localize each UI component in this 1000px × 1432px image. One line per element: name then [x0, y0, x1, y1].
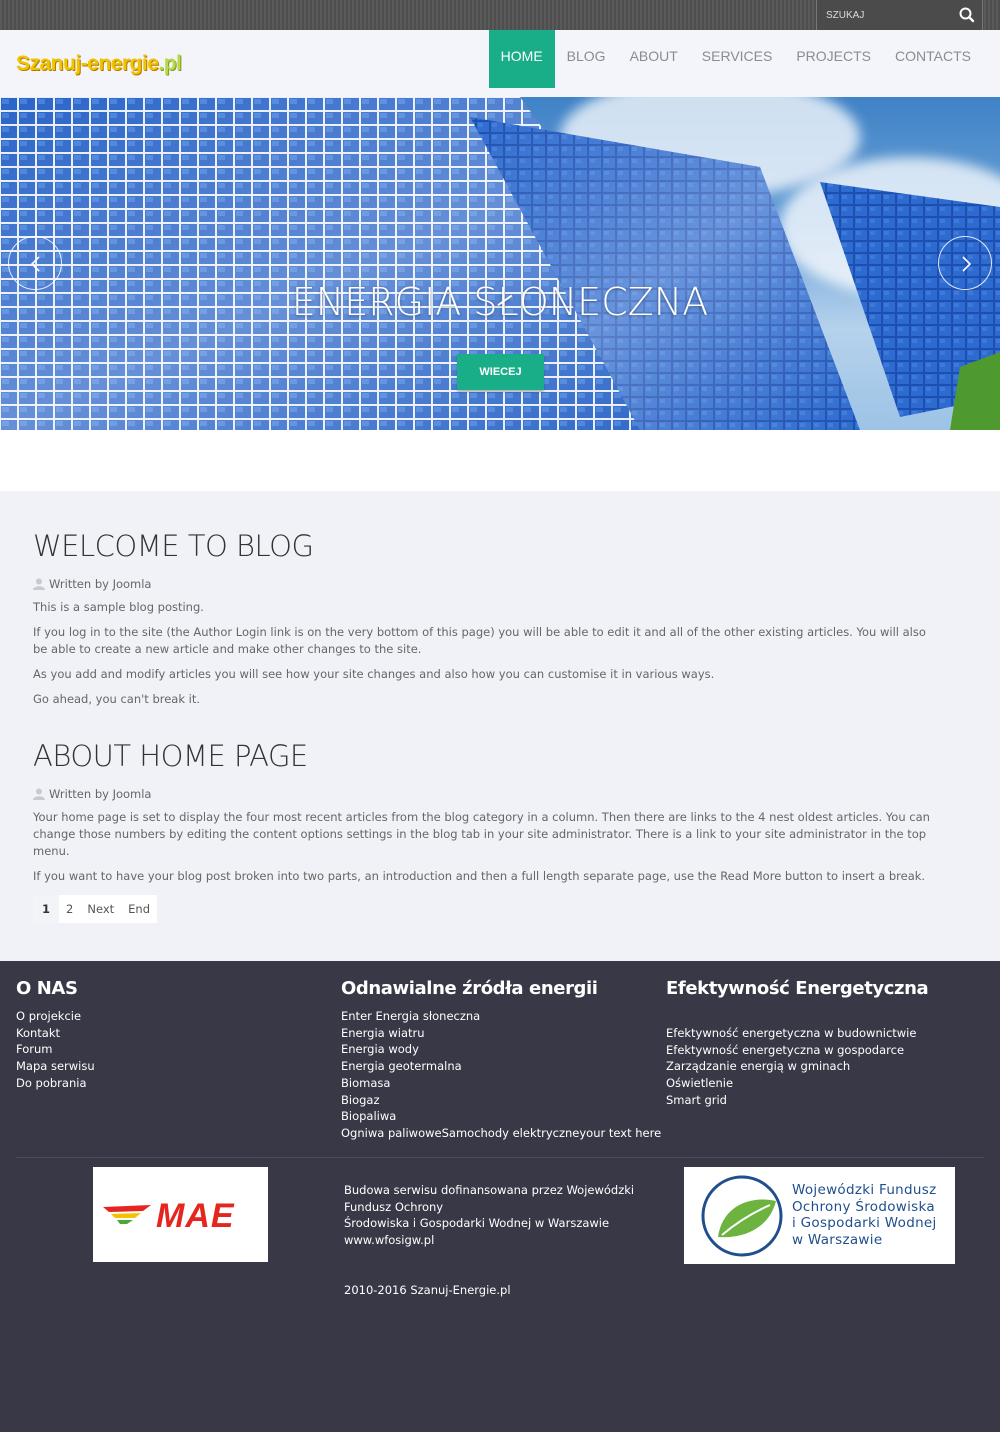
wfosigw-logo-text — [792, 1182, 937, 1248]
hero-slider — [0, 97, 1000, 430]
page-end-link[interactable]: End — [128, 902, 150, 916]
footer-heading: Odnawialne źródła energii — [341, 978, 598, 999]
hero-title: ENERGIA SŁONECZNA — [291, 280, 709, 324]
footer-link[interactable]: Biogaz — [341, 1092, 380, 1107]
article-paragraph: Your home page is set to display the four most recent articles from the blog category in a column. Then there are links to the 4 nest oldest articles. You can change those numbers by editing the content options settings in the blog tab in your site administrator. There is a link to your site administrator in the top menu. — [33, 810, 930, 858]
site-logo[interactable] — [16, 52, 181, 76]
wf-line: Wojewódzki Fundusz — [792, 1182, 937, 1198]
footer-link[interactable]: Zarządzanie energią w gminach — [666, 1059, 851, 1074]
nav-home[interactable]: HOME — [489, 30, 555, 88]
page-1-link[interactable]: 1 — [33, 895, 59, 923]
footer-col-about — [16, 978, 95, 1092]
mae-logo-text: MAE — [156, 1197, 235, 1235]
footer-link[interactable]: Forum — [16, 1042, 53, 1057]
wf-line: Ochrony Środowiska — [792, 1198, 935, 1215]
footer-link[interactable]: Energia wiatru — [341, 1025, 425, 1040]
funding-note — [344, 1182, 644, 1249]
funding-line: Fundusz Ochrony — [344, 1199, 444, 1214]
search-input[interactable] — [817, 0, 952, 30]
funding-line: Budowa serwisu dofinansowana przez Wojewódzki — [344, 1183, 635, 1197]
footer-link[interactable]: Biomasa — [341, 1075, 391, 1090]
article — [33, 739, 938, 885]
wf-line: i Gospodarki Wodnej — [792, 1215, 937, 1231]
top-bar — [0, 0, 1000, 30]
footer-col-renewables — [341, 978, 661, 1142]
footer-heading: O NAS — [16, 978, 78, 999]
site-footer — [0, 961, 1000, 1432]
logo-ext-text: .pl — [158, 52, 182, 75]
article-byline — [33, 577, 938, 591]
article — [33, 529, 938, 708]
wfosigw-logo[interactable] — [684, 1167, 955, 1264]
copyright: 2010-2016 Szanuj-Energie.pl — [344, 1283, 511, 1297]
nav-blog[interactable]: BLOG — [566, 48, 606, 64]
footer-link[interactable]: Energia wody — [341, 1042, 419, 1057]
nav-about[interactable]: ABOUT — [629, 48, 678, 64]
article-byline — [33, 787, 938, 801]
article-paragraph: Go ahead, you can't break it. — [33, 692, 201, 706]
page-2-link[interactable]: 2 — [66, 902, 74, 916]
byline-text: Written by Joomla — [49, 787, 152, 801]
logo-main-text: Szanuj-energie — [16, 52, 159, 75]
byline-text: Written by Joomla — [49, 577, 152, 591]
chevron-left-icon — [26, 254, 46, 274]
footer-link[interactable]: Ogniwa paliwoweSamochody elektryczneyour text here — [341, 1125, 662, 1140]
footer-link[interactable]: Efektywność energetyczna w gospodarce — [666, 1042, 905, 1057]
hero-more-button[interactable]: WIECEJ — [457, 354, 544, 390]
footer-link[interactable]: Smart grid — [666, 1092, 727, 1107]
footer-heading: Efektywność Energetyczna — [666, 978, 929, 999]
footer-link[interactable]: Biopaliwa — [341, 1109, 397, 1124]
article-paragraph: As you add and modify articles you will see how your site changes and also how you can customise it in various ways. — [33, 667, 715, 681]
spacer-band — [0, 430, 1000, 491]
search-icon[interactable] — [958, 6, 976, 24]
footer-link[interactable]: Energia geotermalna — [341, 1059, 462, 1074]
site-header — [0, 30, 1000, 97]
funding-link[interactable]: www.wfosigw.pl — [344, 1233, 435, 1248]
footer-link[interactable]: O projekcie — [16, 1009, 82, 1023]
wf-line: w Warszawie — [792, 1231, 883, 1248]
chevron-right-icon — [956, 254, 976, 274]
footer-link[interactable]: Enter Energia słoneczna — [341, 1009, 481, 1023]
footer-link[interactable]: Oświetlenie — [666, 1076, 734, 1091]
user-icon — [33, 788, 45, 800]
nav-services[interactable]: SERVICES — [701, 48, 773, 64]
footer-divider — [16, 1157, 984, 1158]
footer-link[interactable]: Do pobrania — [16, 1075, 87, 1090]
mae-logo-graphic — [93, 1167, 268, 1262]
pagination — [33, 895, 157, 923]
footer-link[interactable]: Efektywność energetyczna w budownictwie — [666, 1026, 917, 1040]
article-title[interactable]: ABOUT HOME PAGE — [33, 739, 308, 773]
footer-link[interactable]: Kontakt — [16, 1025, 61, 1040]
nav-projects[interactable]: PROJECTS — [796, 48, 872, 64]
article-paragraph: If you log in to the site (the Author Login link is on the very bottom of this page) you will be able to edit it and all of the other existing articles. You will also be able to create a new article and make other changes to the site. — [33, 625, 926, 656]
footer-link[interactable]: Mapa serwisu — [16, 1059, 95, 1074]
article-paragraph: If you want to have your blog post broken into two parts, an introduction and then a full length separate page, use the Read More button to insert a break. — [33, 869, 926, 883]
article-paragraph: This is a sample blog posting. — [33, 600, 204, 614]
main-nav — [489, 30, 983, 88]
page-next-link[interactable]: Next — [87, 902, 115, 916]
mae-logo[interactable] — [93, 1167, 268, 1262]
nav-contacts[interactable]: CONTACTS — [895, 48, 971, 64]
user-icon — [33, 578, 45, 590]
footer-col-efficiency — [666, 978, 928, 1109]
article-title[interactable]: WELCOME TO BLOG — [33, 529, 314, 563]
funding-line: Środowiska i Gospodarki Wodnej w Warszawie — [344, 1216, 610, 1231]
leaf-emblem-icon — [694, 1167, 794, 1264]
search-box — [816, 0, 983, 30]
